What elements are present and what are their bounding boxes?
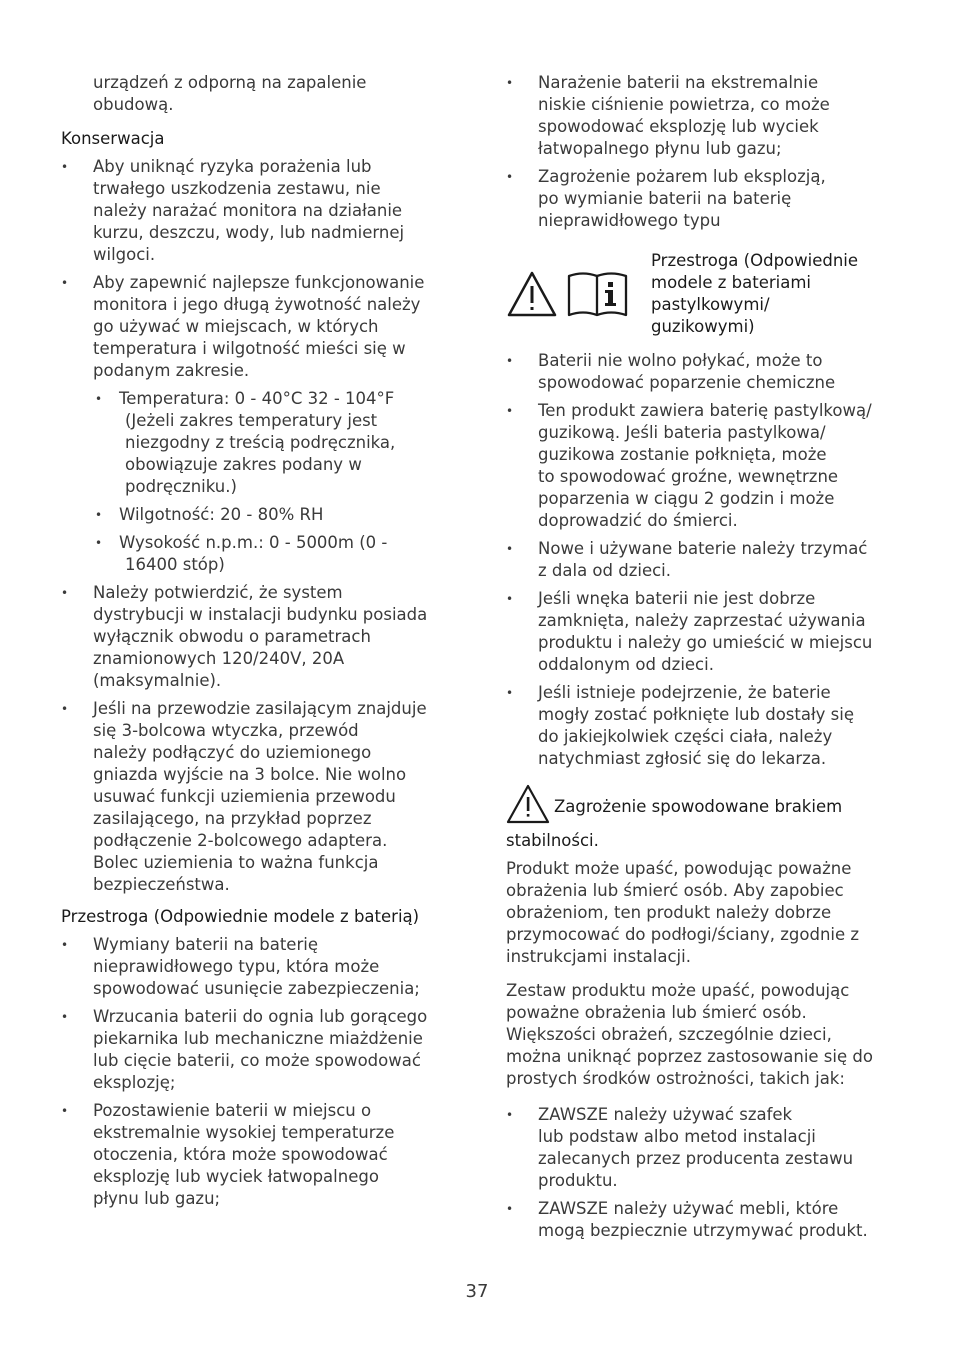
sub-list-item-altitude: • Wysokość n.p.m.: 0 - 5000m (0 - 16400 stóp) [95, 533, 388, 574]
list-item: • Należy potwierdzić, że system dystrybucji w instalacji budynku posiada wyłącznik obwodu o parametrach znamionowych 120/240V, 20A (maksymalnie). [61, 583, 428, 690]
bullet: • [506, 170, 514, 184]
caution-icons [506, 250, 651, 320]
list-item: • Narażenie baterii na ekstremalnie niskie ciśnienie powietrza, co może spowodować eksplozję lub wyciek łatwopalnego płynu lub gazu; [506, 73, 830, 158]
list-item: • Aby zapewnić najlepsze funkcjonowanie monitora i jego długą żywotność należy go używać w miejscach, w których temperatura i wilgotność mieści się w podanym zakresie. [61, 273, 425, 380]
bullet: • [506, 592, 514, 606]
list-item: • Jeśli na przewodzie zasilającym znajduje się 3-bolcowa wtyczka, przewód należy podłączyć do uziemionego gniazda wyjście na 3 bolce. Nie wolno usuwać funkcji uziemienia przewodu zasilającego, na przykład poprzez podłączenie 2-bolcowego adaptera. Bolec uziemienia to ważna funkcja bezpieczeństwa. [61, 699, 427, 894]
coin-battery-caution-header [506, 250, 898, 338]
bullet: • [506, 404, 514, 418]
list-item: • Jeśli istnieje podejrzenie, że baterie mogły zostać połknięte lub dostały się do jakiejkolwiek części ciała, należy natychmiast zgłosić się do lekarza. [506, 683, 854, 768]
right-column [506, 72, 898, 1248]
stability-hazard-title: Zagrożenie spowodowane brakiem stabilności. [506, 784, 898, 852]
bullet: • [506, 542, 514, 556]
list-item: • Zagrożenie pożarem lub eksplozją, po wymianie baterii na baterię nieprawidłowego typu [506, 167, 826, 230]
coin-battery-caution-title: Przestroga (Odpowiednie modele z bateriami pastylkowymi/ guzikowymi) [651, 251, 859, 336]
list-item: • Wymiany baterii na baterię nieprawidłowego typu, która może spowodować usunięcie zabezpieczenia; [61, 935, 420, 998]
bullet: • [61, 1010, 69, 1024]
bullet: • [61, 586, 69, 600]
sub-list-item-humidity: • Wilgotność: 20 - 80% RH [95, 505, 324, 524]
list-item: • Ten produkt zawiera baterię pastylkową/ guzikową. Jeśli bateria pastylkowa/ guzikowa zostanie połknięta, może to spowodować groźne, wewnętrzne poparzenia w ciągu 2 godzin i może doprowadzić do śmierci. [506, 401, 872, 530]
bullet: • [61, 160, 69, 174]
stability-paragraph: Produkt może upaść, powodując poważne obrażenia lub śmierć osób. Aby zapobiec obrażeniom, ten produkt należy dobrze przymocować do podłogi/ściany, zgodnie z instrukcjami instalacji. [506, 859, 860, 966]
list-item: • ZAWSZE należy używać szafek lub podstaw albo metod instalacji zalecanych przez producenta zestawu produktu. [506, 1105, 854, 1190]
page-number: 37 [465, 1281, 489, 1302]
bullet: • [95, 508, 103, 522]
bullet: • [61, 1104, 69, 1118]
bullet: • [61, 276, 69, 290]
warning-triangle-icon [506, 784, 550, 824]
text-line: obudową. [93, 95, 174, 114]
bullet: • [61, 938, 69, 952]
list-item: • Wrzucania baterii do ognia lub gorącego piekarnika lub mechaniczne miażdżenie lub cięcie baterii, co może spowodować eksplozję; [61, 1007, 428, 1092]
list-item: • Jeśli wnęka baterii nie jest dobrze zamknięta, należy zaprzestać używania produktu i należy go umieścić w miejscu oddalonym od dzieci. [506, 589, 873, 674]
section-title-battery-caution: Przestroga (Odpowiednie modele z baterią) [61, 907, 420, 926]
section-title-conservation: Konserwacja [61, 129, 165, 148]
manual-info-icon [566, 270, 630, 318]
bullet: • [506, 354, 514, 368]
bullet: • [506, 76, 514, 90]
list-item: • Baterii nie wolno połykać, może to spowodować poparzenie chemiczne [506, 351, 836, 392]
list-item: • Nowe i używane baterie należy trzymać z dala od dzieci. [506, 539, 868, 580]
list-item: • Pozostawienie baterii w miejscu o ekstremalnie wysokiej temperaturze otoczenia, która może spowodować eksplozję lub wyciek łatwopalnego płynu lub gazu; [61, 1101, 395, 1208]
bullet: • [95, 392, 103, 406]
bullet: • [506, 1108, 514, 1122]
list-item: • ZAWSZE należy używać mebli, które mogą bezpiecznie utrzymywać produkt. [506, 1199, 868, 1240]
bullet: • [61, 702, 69, 716]
text-line: urządzeń z odporną na zapalenie [93, 73, 367, 92]
stability-paragraph: Zestaw produktu może upaść, powodując poważne obrażenia lub śmierć osób. Większości obrażeń, szczególnie dzieci, można uniknąć poprzez zastosowanie się do prostych środków ostrożności, takich jak: [506, 981, 873, 1088]
left-column [61, 72, 453, 1216]
bullet: • [95, 536, 103, 550]
warning-triangle-icon [506, 270, 558, 318]
bullet: • [506, 686, 514, 700]
intro-paragraph [61, 72, 453, 116]
bullet: • [506, 1202, 514, 1216]
list-item: • Aby uniknąć ryzyka porażenia lub trwałego uszkodzenia zestawu, nie należy narażać monitora na działanie kurzu, deszczu, wody, lub nadmiernej wilgoci. [61, 157, 405, 264]
sub-list-item-temperature: • Temperatura: 0 - 40°C 32 - 104°F (Jeżeli zakres temperatury jest niezgodny z treścią podręcznika, obowiązuje zakres podany w podręczniku.) [95, 389, 396, 496]
